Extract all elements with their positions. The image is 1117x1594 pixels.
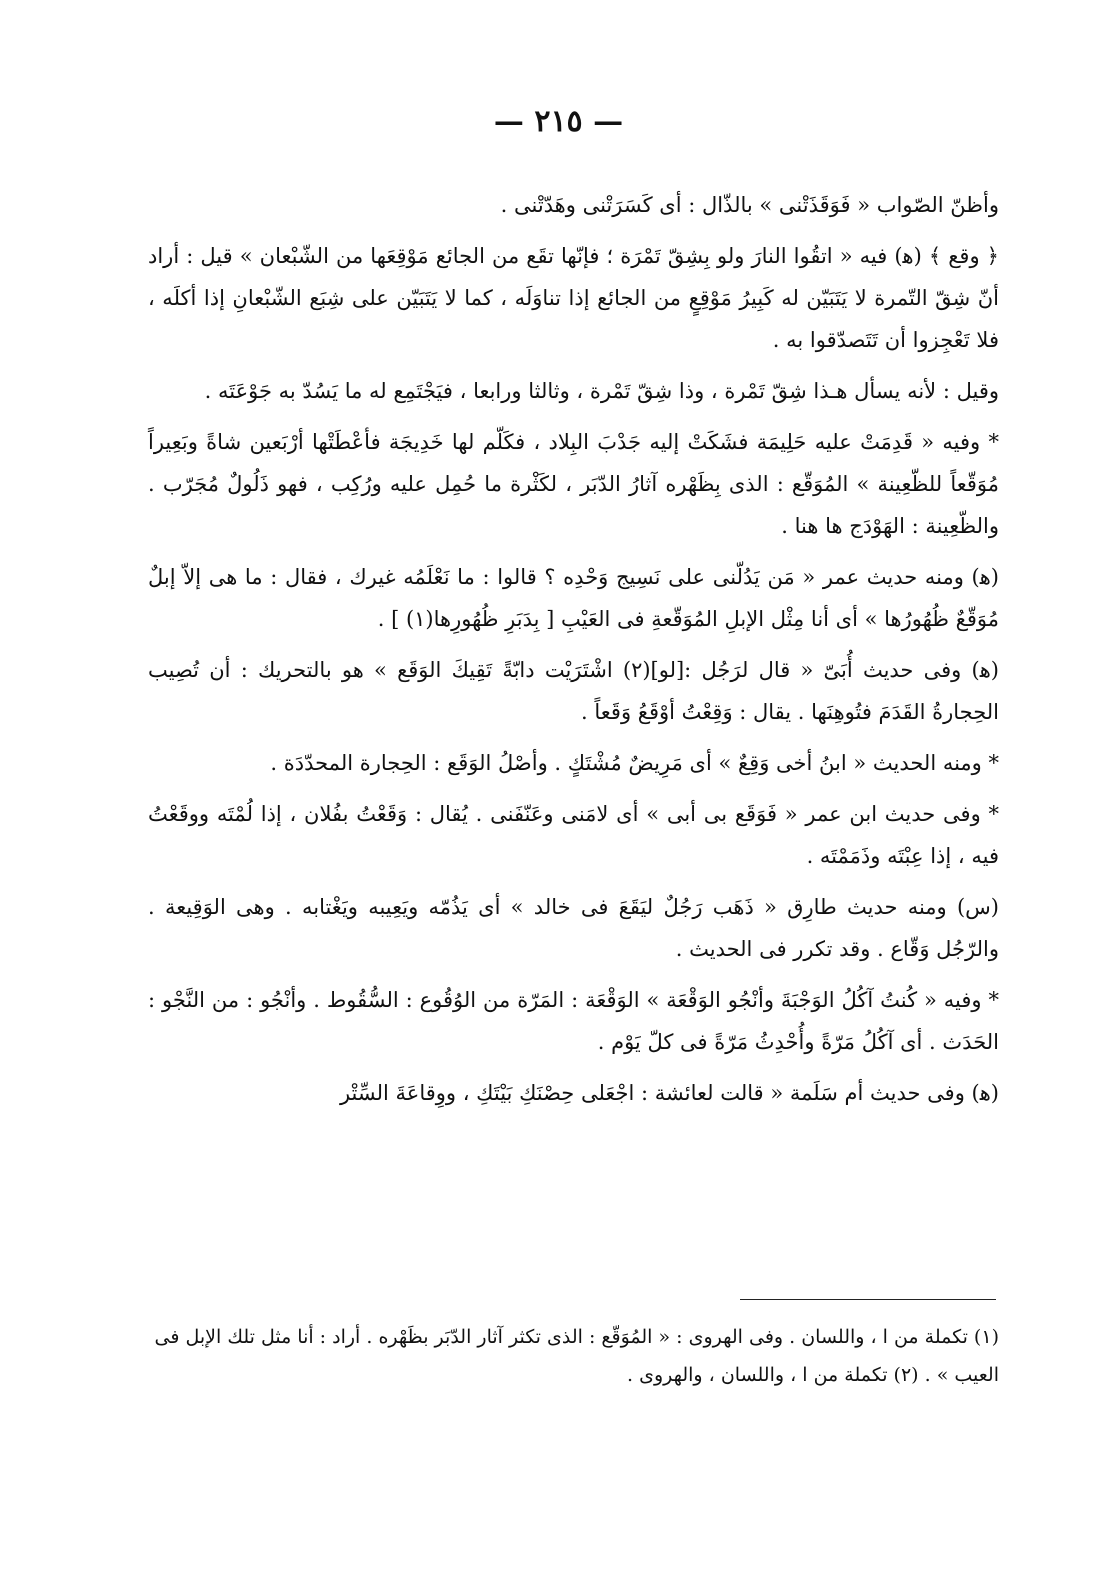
paragraph: * وفيه « قَدِمَتْ عليه حَلِيمَة فشَكَتْ إليه جَدْبَ البِلاد ، فكَلّم لها خَدِيجَة فأعْطَتْها أرْبَعين شاةً وبَعِيراً مُوَقّعاً للظّعِينة » المُوَقّع : الذى بِظَهْره آثارُ الدّبَر ، لكَثْرة ما حُمِل عليه ورُكِب ، فهو ذَلُولٌ مُجَرّب . والظّعِينة : الهَوْدَج ها هنا . [148,430,999,538]
paragraph: وأظنّ الصّواب « فَوَقَذَتْنى » بالذّال : أى كَسَرَتْنى وهَدّتْنى . [500,193,999,217]
footnotes [128,1318,999,1394]
paragraph: * وفيه « كُنتُ آكُلُ الوَجْبَةَ وأنْجُو الوَقْعَة » الوَقْعَة : المَرّة من الوُقُوع : السُّقُوط . وأنْجُو : من النَّجْو : الحَدَث . أى آكُلُ مَرّةً وأُحْدِثُ مَرّةً فى كلّ يَوْم . [148,988,999,1054]
paragraph: ﴿ وقع ﴾ (ﻫ) فيه « اتقُوا النارَ ولو بِشِقّ تَمْرَة ؛ فإنّها تقَع من الجائع مَوْقِعَها من الشّبْعان » قيل : أراد أنّ شِقّ التّمرة لا يَتَبَيّن له كَبِيرُ مَوْقِعٍ من الجائع إذا تناوَلَه ، كما لا يَتَبَيّن على شِبَع الشّبْعانِ إذا أكلَه ، فلا تَعْجِزوا أن تَتَصدّقوا به . [148,244,999,352]
paragraph: وقيل : لأنه يسأل هـذا شِقّ تَمْرة ، وذا شِقّ تَمْرة ، وثالثا ورابعا ، فيَجْتَمِع له ما يَسُدّ به جَوْعَتَه . [204,379,999,403]
footnote-separator [740,1299,996,1300]
paragraph: (ﻫ) وفى حديث أُبَىّ « قال لرَجُل :[لو](٢) اشْتَرَيْت دابّةً تَقِيكَ الوَقَع » هو بالتحريك : أن تُصِيب الحِجارةُ القَدَمَ فتُوهِنَها . يقال : وَقِعْتُ أوْقَعُ وَقَعاً . [148,658,999,724]
paragraph: * وفى حديث ابن عمر « فَوَقَع بى أبى » أى لامَنى وعَنّفَنى . يُقال : وَقَعْتُ بفُلان ، إذا لُمْتَه ووقَعْتُ فيه ، إذا عِبْتَه وذَمَمْتَه . [148,802,999,868]
footnote: (١) تكملة من ا ، واللسان . وفى الهروى : « المُوَقّع : الذى تكثر آثار الدّبَر بظَهْره . أراد : أنا مثل تلك الإبل فى العيب » . (٢) تكملة من ا ، واللسان ، والهروى . [154,1326,999,1386]
paragraph: (ﻫ) ومنه حديث عمر « مَن يَدُلّنى على نَسِيج وَحْدِه ؟ قالوا : ما نَعْلَمُه غيرك ، فقال : ما هى إلاّ إبلٌ مُوَقّعٌ ظُهُورُها » أى أنا مِثْل الإبلِ المُوَقّعةِ فى العَيْبِ [ بِدَبَرِ ظُهُورِها(١) ] . [148,565,999,631]
main-text [148,184,999,1114]
paragraph: (ﻫ) وفى حديث أم سَلَمة « قالت لعائشة : اجْعَلى حِصْنَكِ بَيْتَكِ ، ووِقاعَةَ السِّتْر [339,1081,999,1105]
paragraph: (س) ومنه حديث طارِق « ذَهَب رَجُلٌ ليَقَعَ فى خالد » أى يَذُمّه ويَعِيبه ويَغْتابه . وهى الوَقِيعة . والرّجُل وَقّاع . وقد تكرر فى الحديث . [148,895,999,961]
paragraph: * ومنه الحديث « ابنُ أخى وَقِعٌ » أى مَرِيضٌ مُشْتَكٍ . وأصْلُ الوَقَع : الحِجارة المحدّدَة . [270,751,999,775]
page-number: — ٢١٥ — [493,104,624,139]
